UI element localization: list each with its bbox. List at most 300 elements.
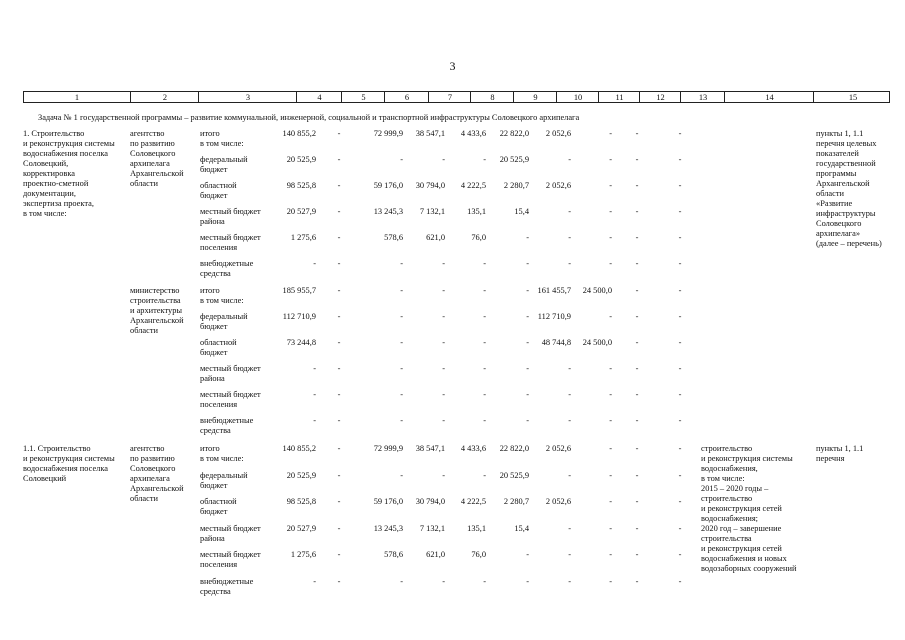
value-cell-col-11: - <box>609 129 612 138</box>
measure-name-line: и реконструкция системы <box>23 454 115 463</box>
value-cell-col-5: - <box>337 181 341 190</box>
value-cell-col-10: - <box>568 155 571 164</box>
measure-name-line: корректировка <box>23 169 76 178</box>
value-cell-col-12: - <box>635 155 639 164</box>
value-cell-col-8: - <box>483 338 486 347</box>
value-cell-col-12: - <box>635 523 639 533</box>
value-cell-col-4: 140 855,2 <box>282 129 316 138</box>
value-cell-col-12: - <box>635 338 639 347</box>
value-cell-col-7: - <box>442 576 445 586</box>
value-cell-col-7: 7 132,1 <box>419 523 445 533</box>
funding-source-label-line: бюджет <box>200 507 228 516</box>
value-cell-col-12: - <box>635 129 639 138</box>
value-cell-col-10: 2 052,6 <box>545 181 571 190</box>
value-cell-col-7: - <box>442 470 445 480</box>
header-col-15: 15 <box>813 92 892 103</box>
value-cell-col-6: 13 245,3 <box>373 207 403 216</box>
value-cell-col-9: 22 822,0 <box>499 129 529 138</box>
measure-name <box>23 444 115 484</box>
funding-source-label-line: местный бюджет <box>200 390 261 399</box>
value-cell-col-11: - <box>609 444 612 453</box>
value-cell-col-12: - <box>635 444 639 453</box>
indicator-note-line: (далее – перечень) <box>816 239 882 248</box>
value-cell-col-7: - <box>442 259 445 268</box>
funding-source-label <box>200 416 253 436</box>
value-cell-col-12: - <box>635 497 639 506</box>
executor-name-line: Архангельской <box>130 484 184 493</box>
header-col-9: 9 <box>513 92 557 103</box>
value-cell-col-11: - <box>609 181 612 190</box>
value-cell-col-4: 20 525,9 <box>286 470 316 480</box>
value-cell-col-11: - <box>609 523 612 533</box>
funding-source-label-line: местный бюджет <box>200 207 261 216</box>
measure-name-line: 1.1. Строительство <box>23 444 91 453</box>
measure-name-line: 1. Строительство <box>23 129 85 138</box>
funding-source-label-line: итого <box>200 129 220 138</box>
value-cell-col-11: - <box>609 550 612 559</box>
indicator-note-line: Соловецкого <box>816 219 862 228</box>
measure-name-line: проектно-сметной <box>23 179 89 188</box>
value-cell-col-9: - <box>526 312 529 321</box>
funding-source-label-line: федеральный <box>200 155 248 164</box>
executor-name <box>130 444 184 504</box>
value-cell-col-6: - <box>400 470 403 480</box>
column-number-header <box>23 91 890 103</box>
value-cell-col-12: - <box>635 286 639 295</box>
value-cell-col-10: 2 052,6 <box>545 497 571 506</box>
value-cell-col-10: - <box>568 364 571 373</box>
header-col-6: 6 <box>384 92 429 103</box>
indicator-note-line: государственной <box>816 159 876 168</box>
value-cell-col-11: - <box>609 207 612 216</box>
value-cell-col-4: 98 525,8 <box>286 497 316 506</box>
value-cell-col-5: - <box>337 576 341 586</box>
funding-source-label <box>200 233 261 253</box>
value-cell-col-7: - <box>442 312 445 321</box>
measure-name-line: Соловецкий, <box>23 159 69 168</box>
value-cell-col-8: 4 222,5 <box>460 497 486 506</box>
value-cell-col-10: - <box>568 550 571 559</box>
executor-name-line: области <box>130 326 158 335</box>
header-col-11: 11 <box>598 92 640 103</box>
funding-source-label <box>200 497 237 517</box>
funding-source-label <box>200 338 237 358</box>
value-cell-col-13: - <box>678 497 682 506</box>
value-cell-col-4: 98 525,8 <box>286 181 316 190</box>
measure-name-line: водоснабжения поселка <box>23 149 109 158</box>
value-cell-col-5: - <box>337 286 341 295</box>
value-cell-col-10: 2 052,6 <box>545 444 571 453</box>
funding-source-label-line: поселения <box>200 560 238 569</box>
executor-name-line: агентство <box>130 444 165 453</box>
funding-source-label-line: в том числе: <box>200 296 244 305</box>
measure-name-line: в том числе: <box>23 209 67 218</box>
value-cell-col-10: 2 052,6 <box>545 129 571 138</box>
funding-source-label <box>200 312 248 332</box>
expected-result-line: строительство <box>701 444 753 453</box>
funding-source-label-line: итого <box>200 444 220 453</box>
value-cell-col-5: - <box>337 312 341 321</box>
value-cell-col-13: - <box>678 233 682 242</box>
funding-source-label-line: поселения <box>200 243 238 252</box>
value-cell-col-9: 15,4 <box>514 207 529 216</box>
value-cell-col-7: 621,0 <box>426 233 445 242</box>
value-cell-col-4: - <box>313 259 316 268</box>
value-cell-col-11: 24 500,0 <box>582 286 612 295</box>
value-cell-col-9: 20 525,9 <box>499 155 529 164</box>
funding-source-label <box>200 181 237 201</box>
value-cell-col-6: - <box>400 155 403 164</box>
expected-result-line: водозаборных сооружений <box>701 564 797 573</box>
value-cell-col-9: - <box>526 233 529 242</box>
value-cell-col-7: 621,0 <box>426 550 445 559</box>
expected-result-line: и реконструкция системы <box>701 454 793 463</box>
executor-name-line: по развитию <box>130 454 175 463</box>
funding-source-label-line: района <box>200 374 225 383</box>
expected-result-line: и реконструкция сетей <box>701 544 782 553</box>
executor-name-line: архипелага <box>130 159 170 168</box>
funding-source-label-line: областной <box>200 181 237 190</box>
value-cell-col-5: - <box>337 550 341 559</box>
value-cell-col-6: - <box>400 259 403 268</box>
value-cell-col-5: - <box>337 416 341 425</box>
value-cell-col-12: - <box>635 233 639 242</box>
executor-name-line: агентство <box>130 129 165 138</box>
value-cell-col-4: 20 527,9 <box>286 207 316 216</box>
value-cell-col-8: - <box>483 259 486 268</box>
measure-name-line: экспертиза проекта, <box>23 199 94 208</box>
executor-name-line: Соловецкого <box>130 464 176 473</box>
measure-name-line: Соловецкий <box>23 474 67 483</box>
executor-name-line: строительства <box>130 296 181 305</box>
value-cell-col-12: - <box>635 390 639 399</box>
value-cell-col-12: - <box>635 207 639 216</box>
value-cell-col-12: - <box>635 550 639 559</box>
measure-name <box>23 129 115 219</box>
value-cell-col-4: - <box>313 364 316 373</box>
value-cell-col-10: - <box>568 259 571 268</box>
funding-source-label-line: областной <box>200 338 237 347</box>
expected-result-line: 2020 год – завершение <box>701 524 782 533</box>
value-cell-col-13: - <box>678 444 682 453</box>
header-col-13: 13 <box>680 92 725 103</box>
funding-source-label <box>200 524 261 544</box>
funding-source-label-line: средства <box>200 586 231 596</box>
value-cell-col-13: - <box>678 550 682 559</box>
header-col-8: 8 <box>470 92 514 103</box>
indicator-note <box>816 444 863 464</box>
value-cell-col-4: 140 855,2 <box>282 444 316 453</box>
value-cell-col-7: 30 794,0 <box>415 181 445 190</box>
expected-result-line: строительства <box>701 534 752 543</box>
page-number: 3 <box>449 59 456 73</box>
value-cell-col-5: - <box>337 233 341 242</box>
value-cell-col-5: - <box>337 523 341 533</box>
indicator-note <box>816 129 882 249</box>
value-cell-col-6: - <box>400 390 403 399</box>
value-cell-col-6: 72 999,9 <box>373 129 403 138</box>
header-col-5: 5 <box>341 92 385 103</box>
value-cell-col-11: - <box>609 497 612 506</box>
value-cell-col-11: - <box>609 259 612 268</box>
indicator-note-line: показателей <box>816 149 859 158</box>
executor-name-line: по развитию <box>130 139 175 148</box>
value-cell-col-13: - <box>678 390 682 399</box>
executor-name-line: Архангельской <box>130 316 184 325</box>
value-cell-col-13: - <box>678 155 682 164</box>
value-cell-col-7: 30 794,0 <box>415 497 445 506</box>
value-cell-col-7: 38 547,1 <box>415 129 445 138</box>
header-col-7: 7 <box>428 92 471 103</box>
value-cell-col-13: - <box>678 286 682 295</box>
funding-source-label <box>200 155 248 175</box>
funding-source-label <box>200 471 248 491</box>
executor-name-line: Соловецкого <box>130 149 176 158</box>
value-cell-col-4: 112 710,9 <box>282 312 316 321</box>
funding-source-label <box>200 577 253 597</box>
indicator-note-line: архипелага» <box>816 229 861 238</box>
funding-source-label-line: в том числе: <box>200 139 244 148</box>
value-cell-col-9: - <box>526 338 529 347</box>
value-cell-col-13: - <box>678 576 682 586</box>
value-cell-col-6: - <box>400 312 403 321</box>
value-cell-col-8: 135,1 <box>467 207 486 216</box>
expected-result-line: 2015 – 2020 годы – <box>701 484 769 493</box>
indicator-note-line: программы <box>816 169 857 178</box>
value-cell-col-13: - <box>678 129 682 138</box>
funding-source-label-line: бюджет <box>200 191 228 200</box>
value-cell-col-12: - <box>635 576 639 586</box>
funding-source-label-line: в том числе: <box>200 454 244 463</box>
funding-source-label <box>200 286 244 306</box>
value-cell-col-6: 59 176,0 <box>373 497 403 506</box>
value-cell-col-4: 20 525,9 <box>286 155 316 164</box>
value-cell-col-10: - <box>568 390 571 399</box>
funding-source-label-line: бюджет <box>200 165 228 174</box>
expected-result-line: водоснабжения, <box>701 464 758 473</box>
value-cell-col-11: - <box>609 576 612 586</box>
value-cell-col-10: - <box>568 470 571 480</box>
header-col-14: 14 <box>724 92 814 103</box>
executor-name <box>130 129 184 189</box>
expected-result-line: строительство <box>701 494 753 503</box>
header-col-4: 4 <box>296 92 342 103</box>
measure-name-line: и реконструкция системы <box>23 139 115 148</box>
value-cell-col-6: - <box>400 286 403 295</box>
value-cell-col-8: - <box>483 286 486 295</box>
value-cell-col-13: - <box>678 416 682 425</box>
value-cell-col-6: 578,6 <box>384 550 403 559</box>
value-cell-col-9: - <box>526 390 529 399</box>
value-cell-col-6: 13 245,3 <box>373 523 403 533</box>
funding-source-label-line: бюджет <box>200 480 228 490</box>
value-cell-col-13: - <box>678 338 682 347</box>
funding-source-label-line: внебюджетные <box>200 416 254 425</box>
value-cell-col-8: - <box>483 312 486 321</box>
value-cell-col-13: - <box>678 470 682 480</box>
value-cell-col-6: 72 999,9 <box>373 444 403 453</box>
value-cell-col-9: - <box>526 416 529 425</box>
value-cell-col-6: 578,6 <box>384 233 403 242</box>
funding-source-label-line: средства <box>200 269 231 278</box>
value-cell-col-11: - <box>609 312 612 321</box>
executor-name-line: министерство <box>130 286 180 295</box>
value-cell-col-5: - <box>337 390 341 399</box>
funding-source-label <box>200 207 261 227</box>
indicator-note-line: инфраструктуры <box>816 209 876 218</box>
value-cell-col-13: - <box>678 207 682 216</box>
funding-source-label <box>200 129 244 149</box>
value-cell-col-13: - <box>678 364 682 373</box>
value-cell-col-5: - <box>337 444 341 453</box>
executor-name-line: архипелага <box>130 474 170 483</box>
value-cell-col-4: 20 527,9 <box>286 523 316 533</box>
value-cell-col-5: - <box>337 470 341 480</box>
value-cell-col-13: - <box>678 523 682 533</box>
header-col-2: 2 <box>130 92 199 103</box>
value-cell-col-8: 76,0 <box>471 550 486 559</box>
indicator-note-line: перечня целевых <box>816 139 877 148</box>
value-cell-col-10: - <box>568 416 571 425</box>
value-cell-col-10: 161 455,7 <box>537 286 571 295</box>
funding-source-label-line: местный бюджет <box>200 550 261 559</box>
task-title: Задача № 1 государственной программы – развитие коммунальной, инженерной, социальной и транспортной инфраструктуры Соловецкого архипелага <box>38 113 580 122</box>
value-cell-col-12: - <box>635 181 639 190</box>
funding-source-label <box>200 364 261 384</box>
value-cell-col-7: - <box>442 416 445 425</box>
value-cell-col-8: 4 433,6 <box>460 444 486 453</box>
value-cell-col-7: 38 547,1 <box>415 444 445 453</box>
value-cell-col-9: 2 280,7 <box>503 181 529 190</box>
value-cell-col-13: - <box>678 312 682 321</box>
value-cell-col-10: - <box>568 233 571 242</box>
value-cell-col-9: 15,4 <box>514 523 529 533</box>
value-cell-col-5: - <box>337 259 341 268</box>
executor-name-line: Архангельской <box>130 169 184 178</box>
funding-source-label-line: района <box>200 217 225 226</box>
value-cell-col-6: - <box>400 576 403 586</box>
indicator-note-line: перечня <box>816 454 845 463</box>
value-cell-col-8: - <box>483 155 486 164</box>
value-cell-col-11: 24 500,0 <box>582 338 612 347</box>
value-cell-col-7: - <box>442 338 445 347</box>
expected-result-line: и реконструкция сетей <box>701 504 782 513</box>
indicator-note-line: области <box>816 189 844 198</box>
value-cell-col-9: - <box>526 576 529 586</box>
funding-source-label-line: внебюджетные <box>200 576 254 586</box>
value-cell-col-5: - <box>337 207 341 216</box>
value-cell-col-11: - <box>609 416 612 425</box>
value-cell-col-10: 112 710,9 <box>537 312 571 321</box>
value-cell-col-6: - <box>400 338 403 347</box>
value-cell-col-9: 2 280,7 <box>503 497 529 506</box>
value-cell-col-9: - <box>526 259 529 268</box>
executor-name-line: области <box>130 179 158 188</box>
value-cell-col-12: - <box>635 416 639 425</box>
expected-result-line: водоснабжения; <box>701 514 759 523</box>
value-cell-col-10: - <box>568 207 571 216</box>
measure-name-line: водоснабжения поселка <box>23 464 109 473</box>
value-cell-col-8: - <box>483 416 486 425</box>
funding-source-label <box>200 550 261 570</box>
value-cell-col-9: - <box>526 286 529 295</box>
value-cell-col-5: - <box>337 338 341 347</box>
expected-result-line: водоснабжения и новых <box>701 554 787 563</box>
funding-source-label-line: итого <box>200 286 220 295</box>
value-cell-col-12: - <box>635 364 639 373</box>
value-cell-col-6: - <box>400 416 403 425</box>
value-cell-col-4: 1 275,6 <box>290 550 316 559</box>
value-cell-col-4: - <box>313 576 316 586</box>
value-cell-col-7: - <box>442 286 445 295</box>
value-cell-col-8: 4 222,5 <box>460 181 486 190</box>
value-cell-col-7: - <box>442 155 445 164</box>
funding-source-label-line: федеральный <box>200 470 248 480</box>
value-cell-col-6: - <box>400 364 403 373</box>
value-cell-col-9: 20 525,9 <box>499 470 529 480</box>
value-cell-col-5: - <box>337 364 341 373</box>
expected-result-line: в том числе: <box>701 474 745 483</box>
value-cell-col-8: 135,1 <box>467 523 486 533</box>
funding-source-label-line: средства <box>200 426 231 435</box>
value-cell-col-5: - <box>337 497 341 506</box>
value-cell-col-4: 185 955,7 <box>282 286 316 295</box>
funding-source-label <box>200 390 261 410</box>
indicator-note-line: пункты 1, 1.1 <box>816 444 864 453</box>
header-col-3: 3 <box>198 92 297 103</box>
value-cell-col-8: 4 433,6 <box>460 129 486 138</box>
funding-source-label-line: района <box>200 533 225 543</box>
executor-name-line: области <box>130 494 158 503</box>
value-cell-col-6: 59 176,0 <box>373 181 403 190</box>
funding-source-label-line: поселения <box>200 400 238 409</box>
value-cell-col-13: - <box>678 181 682 190</box>
value-cell-col-7: - <box>442 364 445 373</box>
funding-source-label-line: местный бюджет <box>200 364 261 373</box>
value-cell-col-9: - <box>526 550 529 559</box>
value-cell-col-4: - <box>313 390 316 399</box>
value-cell-col-4: - <box>313 416 316 425</box>
value-cell-col-12: - <box>635 259 639 268</box>
funding-source-label-line: внебюджетные <box>200 259 254 268</box>
funding-source-label-line: бюджет <box>200 348 228 357</box>
indicator-note-line: Архангельской <box>816 179 870 188</box>
value-cell-col-11: - <box>609 155 612 164</box>
header-col-10: 10 <box>556 92 599 103</box>
value-cell-col-5: - <box>337 129 341 138</box>
header-col-1: 1 <box>74 93 80 102</box>
funding-source-label-line: бюджет <box>200 322 228 331</box>
funding-source-label-line: федеральный <box>200 312 248 321</box>
value-cell-col-8: - <box>483 390 486 399</box>
value-cell-col-10: - <box>568 576 571 586</box>
funding-source-label <box>200 259 253 279</box>
value-cell-col-5: - <box>337 155 341 164</box>
funding-source-label-line: местный бюджет <box>200 233 261 242</box>
funding-source-label <box>200 444 244 464</box>
value-cell-col-4: 1 275,6 <box>290 233 316 242</box>
value-cell-col-11: - <box>609 233 612 242</box>
value-cell-col-7: 7 132,1 <box>419 207 445 216</box>
value-cell-col-8: - <box>483 470 486 480</box>
value-cell-col-10: - <box>568 523 571 533</box>
executor-name-line: и архитектуры <box>130 306 183 315</box>
value-cell-col-8: - <box>483 364 486 373</box>
value-cell-col-13: - <box>678 259 682 268</box>
value-cell-col-8: 76,0 <box>471 233 486 242</box>
value-cell-col-11: - <box>609 364 612 373</box>
value-cell-col-9: 22 822,0 <box>499 444 529 453</box>
